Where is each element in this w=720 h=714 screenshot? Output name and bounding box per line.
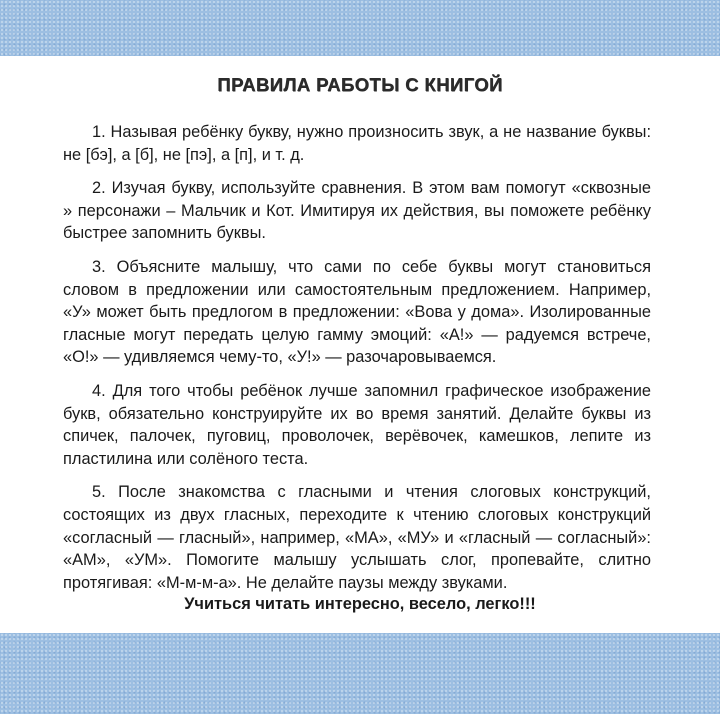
closing-slogan: Учиться читать интересно, весело, легко!!!: [184, 595, 536, 613]
document-page: [0, 56, 720, 633]
rule-paragraph-1: 1. Называя ребёнку букву, нужно произносить звук, а не название буквы: не [бэ], а [б], не [пэ], а [п], и т. д.: [63, 123, 651, 164]
rule-paragraph-5: 5. После знакомства с гласными и чтения слоговых конструкций, состоящих из двух гласных, переходите к чтению слоговых конструкций «согласный — гласный», например, «МА», «МУ» и «гласный — согласный»: «АМ», «УМ». Помогите малышу услышать слог, пропевайте, слитно протягивая: «М-м-м-а». Не делайте паузы между звуками.: [63, 483, 651, 592]
rule-paragraph-3: 3. Объясните малышу, что сами по себе буквы могут становиться словом в предложении или самостоятельным предложением. Например, «У» может быть предлогом в предложении: «Вова у дома». Изолированные гласные могут передать целую гамму эмоций: «А!» — радуемся встрече, «О!» — удивляемся чему-то, «У!» — разочаровываемся.: [63, 257, 651, 367]
top-decorative-band: [0, 0, 720, 56]
rules-text-block: [63, 121, 651, 605]
page-title: ПРАВИЛА РАБОТЫ С КНИГОЙ: [217, 74, 503, 95]
rule-paragraph-2: 2. Изучая букву, используйте сравнения. В этом вам помогут «сквозные » персонажи – Мальчик и Кот. Имитируя их действия, вы поможете ребёнку быстрее запомнить буквы.: [63, 179, 651, 243]
rule-paragraph-4: 4. Для того чтобы ребёнок лучше запомнил графическое изображение букв, обязательно конструируйте их во время занятий. Делайте буквы из спичек, палочек, пуговиц, проволочек, верёвочек, камешков, лепите из пластилина или солёного теста.: [63, 381, 651, 468]
bottom-decorative-band: [0, 633, 720, 714]
